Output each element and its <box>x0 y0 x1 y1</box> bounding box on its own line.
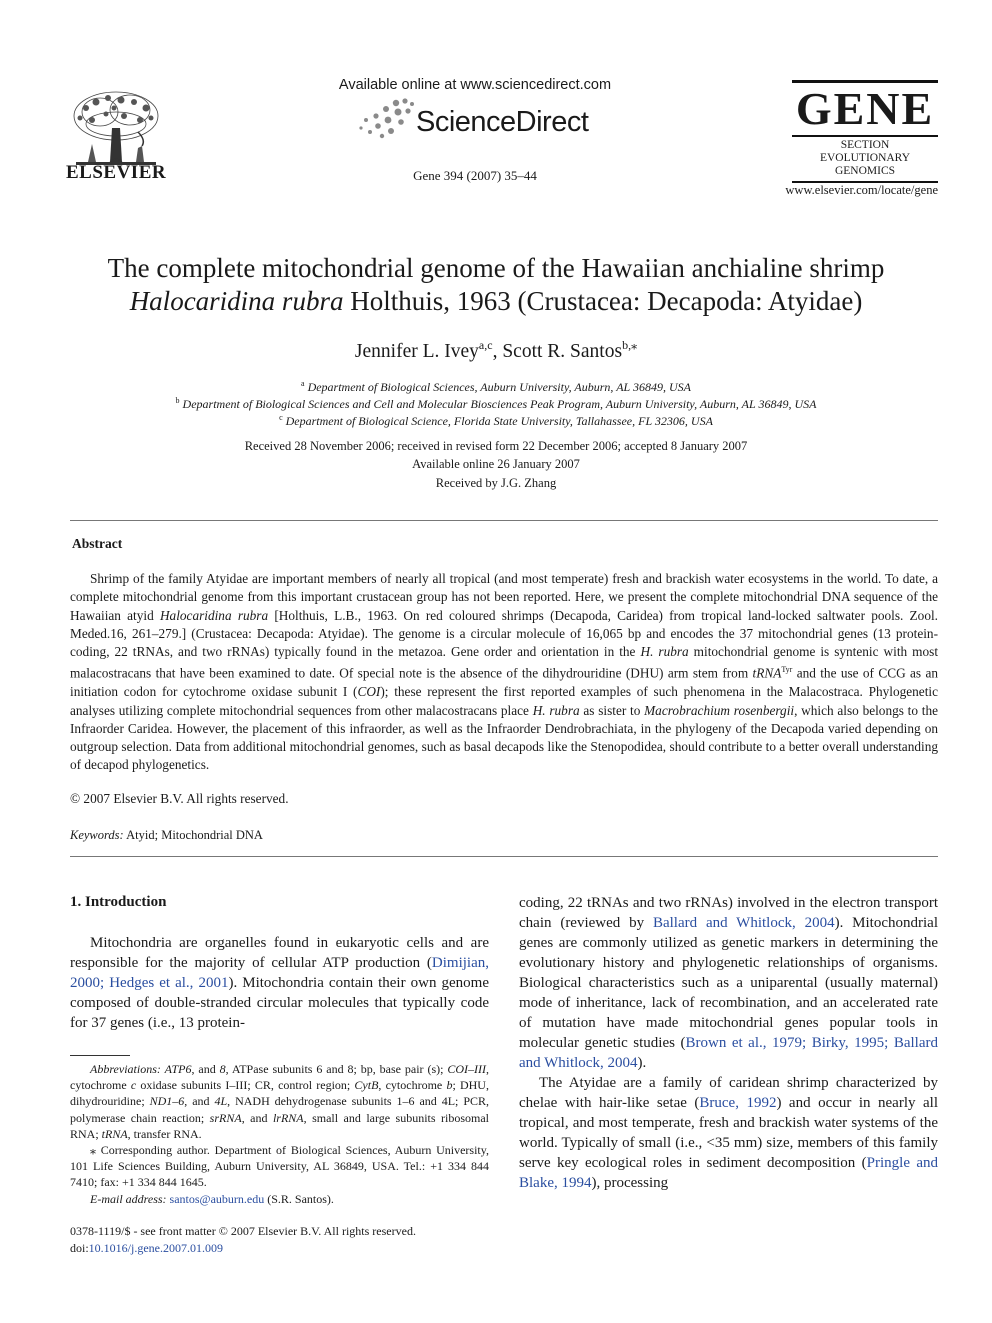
doi-line: doi:10.1016/j.gene.2007.01.009 <box>70 1241 223 1255</box>
affiliation: $^b$ Department of Biological Sciences and Cell and Molecular Biosciences Peak Program, Auburn University, Auburn, AL 36849, USA <box>175 396 817 411</box>
sciencedirect-wordmark: ScienceDirect <box>416 106 589 138</box>
author-name: Jennifer L. Ivey <box>354 341 479 362</box>
email-footnote: E-mail address: santos@auburn.edu (S.R. Santos). <box>90 1191 334 1206</box>
section-divider <box>70 520 938 521</box>
sciencedirect-dots-logo <box>356 98 416 140</box>
citation-link[interactable]: Brown et al., 1979; Birky, 1995; Ballard and Whitlock, 2004 <box>519 1035 938 1071</box>
journal-section-name: EVOLUTIONARY GENOMICS <box>819 152 911 177</box>
journal-section-label: SECTION <box>840 139 890 151</box>
footnotes <box>70 1061 489 1207</box>
affiliation: $^a$ Department of Biological Sciences, Auburn University, Auburn, AL 36849, USA <box>301 379 691 394</box>
masthead-rule <box>792 135 938 137</box>
available-online-date: Available online 26 January 2007 <box>412 457 580 471</box>
issn-line: 0378-1119/$ - see front matter © 2007 Elsevier B.V. All rights reserved. <box>70 1224 416 1238</box>
author-affiliation-marks[interactable]: b,⁎ <box>622 338 638 352</box>
abstract-copyright: © 2007 Elsevier B.V. All rights reserved. <box>70 791 289 806</box>
species-name: Halocaridina rubra <box>129 286 344 316</box>
editor-note: Received by J.G. Zhang <box>435 476 557 490</box>
keywords-list: Atyid; Mitochondrial DNA <box>123 828 263 842</box>
citation-link[interactable]: Bruce, 1992 <box>699 1095 777 1111</box>
article-title <box>60 252 932 318</box>
author-name: Scott R. Santos <box>502 341 623 362</box>
journal-url-link[interactable]: www.elsevier.com/locate/gene <box>785 183 938 197</box>
intro-left-column: Mitochondria are organelles found in eukaryotic cells and are responsible for the majority of cellular ATP production (Dimijian, 2000; Hedges et al., 2001). Mitochondria contain their own genome composed of double-stranded circular molecules that typically code for 37 genes (i.e., 13 protein- <box>70 935 489 1031</box>
keywords-label: Keywords: <box>70 828 124 842</box>
publisher-name: ELSEVIER <box>66 162 167 183</box>
section-heading: 1. Introduction <box>70 894 167 910</box>
title-line-1: The complete mitochondrial genome of the Hawaiian anchialine shrimp <box>107 253 885 283</box>
author-affiliation-marks: a,c <box>478 338 493 352</box>
abstract-heading: Abstract <box>72 536 123 551</box>
section-divider <box>70 856 938 857</box>
citation-link[interactable]: Ballard and Whitlock, 2004 <box>652 915 835 931</box>
journal-masthead <box>792 80 938 183</box>
email-link[interactable]: santos@auburn.edu <box>169 1191 265 1206</box>
intro-right-column: coding, 22 tRNAs and two rRNAs) involved in the electron transport chain (reviewed by Ballard and Whitlock, 2004). Mitochondrial genes are commonly utilized as genetic markers in determining the evolutionary history and phylogenetic relationships of organisms. Biological characteristics such as a uniparental (usually maternal) mode of inheritance, lack of recombination, and an accelerated rate of mutation have made mitochondrial genes popular tools in molecular genetic studies (Brown et al., 1979; Birky, 1995; Ballard and Whitlock, 2004). The Atyidae are a family of caridean shrimp characterized by chelae with hair-like setae (Bruce, 1992) and occur in nearly all tropical, and most temperate, fresh and brackish water systems of the world. Typically of small (i.e., <35 mm) size, members of this family serve key ecological roles in sediment decomposition (Pringle and Blake, 1994), processing <box>519 895 938 1191</box>
doi-link[interactable]: 10.1016/j.gene.2007.01.009 <box>88 1241 223 1255</box>
journal-citation: Gene 394 (2007) 35–44 <box>413 168 537 183</box>
received-dates: Received 28 November 2006; received in revised form 22 December 2006; accepted 8 January 2007 <box>244 439 748 453</box>
abbreviations-footnote: Abbreviations: ATP6, and 8, ATPase subunits 6 and 8; bp, base pair (s); COI–III, cytochrome c oxidase subunits I–III; CR, control region; CytB, cytochrome b; DHU, dihydrouridine; ND1–6, and 4L, NADH dehydrogenase subunits 1–6 and 4L; PCR, polymerase chain reaction; srRNA, and lrRNA, small and large subunits ribosomal RNA; tRNA, transfer RNA. <box>70 1062 490 1141</box>
keywords <box>70 828 263 843</box>
citation-link[interactable]: Pringle and Blake, 1994 <box>519 1155 938 1191</box>
citation-link[interactable]: Dimijian, 2000; Hedges et al., 2001 <box>70 955 489 991</box>
title-line-2: Halocaridina rubra Holthuis, 1963 (Crustacea: Decapoda: Atyidae) <box>129 286 863 316</box>
author-list: Jennifer L. Ivey$^{a,c}$, Scott R. Santos$^{b,⁎}$ <box>354 338 638 362</box>
available-online-text[interactable]: Available online at www.sciencedirect.com <box>338 77 612 93</box>
journal-name: GENE <box>795 83 935 134</box>
affiliation: $^c$ Department of Biological Science, Florida State University, Tallahassee, FL 32306, USA <box>279 413 713 428</box>
abstract-body: Shrimp of the family Atyidae are important members of nearly all tropical (and most temperate) fresh and brackish water ecosystems in the world. To date, a complete mitochondrial genome from this important crustacean group has not been reported. Here, we present the complete mitochondrial DNA sequence of the Hawaiian atyid Halocaridina rubra [Holthuis, L.B., 1963. On red coloured shrimps (Decapoda, Caridea) from tropical land-locked saltwater pools. Zool. Meded.16, 261–279.] (Crustacea: Decapoda: Atyidae). The genome is a circular molecule of 16,065 bp and encodes the 37 mitochondrial genes (13 protein-coding, 22 tRNAs, and two rRNAs) typically found in the metazoa. Gene order and orientation in the H. rubra mitochondrial genome is syntenic with most malacostracans that have been examined to date. Of special note is the absence of the dihydrouridine (DHU) arm stem from tRNA$^{Tyr}$ and the use of CCG as an initiation codon for cytochrome oxidase subunit I (COI); these represent the first reported examples of such phenomena in the Malacostraca. Phylogenetic analyses utilizing complete mitochondrial sequences from other malacostracans place H. rubra as sister to Macrobrachium rosenbergii, which also belongs to the Infraorder Caridea. However, the placement of this infraorder, as well as the Infraorder Dendrobrachiata, in the phylogeny of the Decapoda varied depending on outgroup selection. Data from additional mitochondrial genomes, such as basal decapods like the Stenopodidea, should contribute to a better overall understanding of decapod phylogenetics. <box>70 571 939 773</box>
footnote-rule <box>70 1055 130 1056</box>
corresponding-author-footnote: ⁎ Corresponding author. Department of Biological Sciences, Auburn University, 101 Life Sciences Building, Auburn University, AL 36849, USA. Tel.: +1 334 844 7410; fax: +1 334 844 1645. <box>70 1143 489 1190</box>
